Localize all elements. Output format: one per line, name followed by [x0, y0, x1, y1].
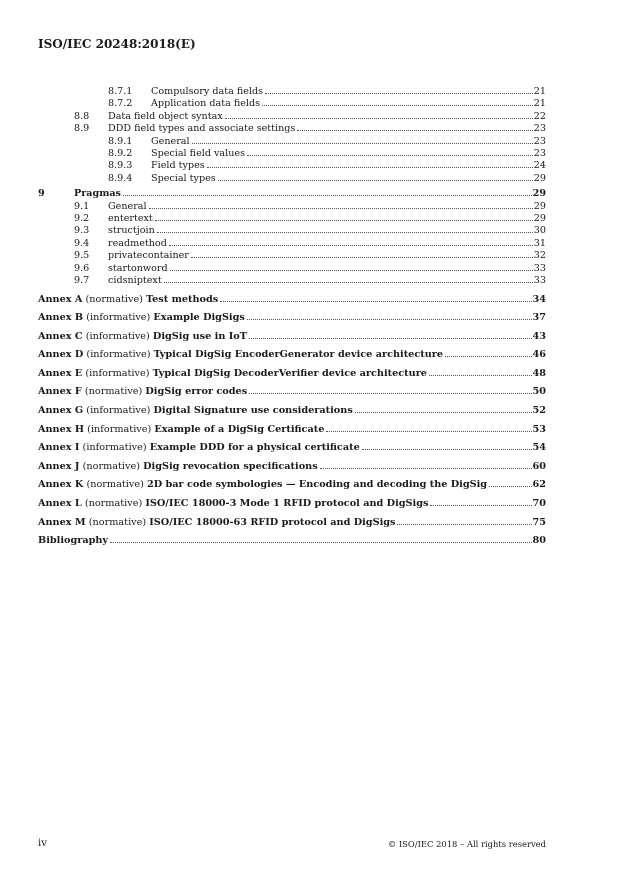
annex-kind: (normative)	[86, 479, 144, 491]
annex-kind: (informative)	[82, 442, 147, 454]
annex-title: Digital Signature use considerations	[153, 405, 353, 417]
annex-kind: (informative)	[85, 330, 150, 342]
leader-dots	[397, 524, 531, 525]
toc-page: 75	[532, 516, 546, 528]
toc-number: 8.9.2	[108, 148, 133, 160]
annex-label: Annex G	[38, 405, 84, 417]
leader-dots	[225, 118, 533, 119]
toc-page: 31	[533, 237, 546, 249]
toc-page: 53	[532, 423, 546, 435]
toc-number: 8.9.3	[108, 160, 133, 172]
annex-title: DigSig use in IoT	[152, 330, 247, 342]
annex-title: Example DDD for a physical certificate	[149, 442, 360, 454]
annex-title: Example DigSigs	[153, 312, 245, 324]
toc-number: 9.1	[74, 200, 90, 212]
toc-entry-8-9-2[interactable]	[38, 148, 546, 160]
toc-annex-b[interactable]	[38, 309, 546, 328]
toc-page: 37	[532, 312, 546, 324]
toc-annex-a[interactable]	[38, 291, 546, 310]
annex-label: Annex D	[38, 349, 84, 361]
leader-dots	[262, 105, 533, 106]
toc-title: Compulsory data fields	[151, 86, 264, 97]
leader-dots	[362, 449, 532, 450]
toc-number: 8.9.4	[108, 172, 133, 184]
leader-dots	[155, 220, 533, 221]
toc-page: 33	[533, 275, 546, 287]
toc-title: Data field object syntax	[108, 110, 223, 122]
toc-entry-9-4[interactable]	[38, 238, 546, 250]
annex-title: Typical DigSig DecoderVerifier device architecture	[152, 367, 427, 379]
toc-entry-8-9[interactable]	[38, 123, 546, 135]
leader-dots	[445, 356, 531, 357]
toc-page: 46	[532, 349, 546, 361]
toc-page: 80	[532, 535, 546, 547]
toc-page: 29	[533, 200, 546, 212]
toc-annex-j[interactable]	[38, 458, 546, 477]
toc-entry-9-2[interactable]	[38, 213, 546, 225]
leader-dots	[429, 375, 532, 376]
toc-page: 60	[532, 460, 546, 472]
toc-entry-9-5[interactable]	[38, 250, 546, 262]
toc-number: 8.7.2	[108, 98, 133, 110]
annex-title: DigSig error codes	[145, 386, 248, 398]
toc-page: 23	[533, 123, 546, 135]
annex-kind: (informative)	[87, 423, 152, 435]
leader-dots	[123, 195, 532, 196]
toc-page: 32	[533, 250, 546, 262]
toc-number: 9.5	[74, 250, 90, 262]
toc-page: 43	[532, 330, 546, 342]
toc-title: cidsniptext	[108, 275, 162, 287]
annex-title: Example of a DigSig Certificate	[154, 423, 325, 435]
annex-label: Annex A	[38, 293, 83, 305]
toc-page: 70	[532, 498, 546, 510]
toc-title: Special field values	[151, 148, 245, 160]
leader-dots	[110, 542, 531, 543]
toc-number: 8.8	[74, 110, 90, 122]
toc-annex-h[interactable]	[38, 421, 546, 440]
annex-title: Test methods	[146, 293, 219, 305]
annex-label: Annex L	[38, 498, 82, 510]
leader-dots	[249, 393, 531, 394]
toc-title: Special types	[151, 172, 216, 184]
annex-label: Annex M	[38, 516, 86, 528]
leader-dots	[247, 155, 533, 156]
annex-title: Typical DigSig EncoderGenerator device architecture	[153, 349, 444, 361]
leader-dots	[297, 130, 532, 131]
toc-annex-k[interactable]	[38, 476, 546, 495]
annex-kind: (informative)	[86, 312, 151, 324]
toc-entry-8-9-1[interactable]	[38, 136, 546, 148]
toc-title: General	[151, 135, 190, 147]
toc-entry-8-9-3[interactable]	[38, 160, 546, 172]
toc-number: 9.3	[74, 225, 90, 237]
annex-kind: (normative)	[82, 460, 141, 472]
toc-page: 23	[533, 135, 546, 147]
annex-title: ISO/IEC 18000-3 Mode 1 RFID protocol and DigSigs	[145, 498, 429, 510]
annex-kind: (informative)	[86, 349, 151, 361]
toc-title: DDD field types and associate settings	[108, 123, 296, 135]
leader-dots	[218, 180, 533, 181]
leader-dots	[265, 93, 533, 94]
toc-annex-i[interactable]	[38, 439, 546, 458]
leader-dots	[247, 319, 532, 320]
toc-page: 33	[533, 262, 546, 274]
annex-label: Annex I	[38, 442, 80, 454]
leader-dots	[249, 338, 532, 339]
toc-number: 9.7	[74, 275, 90, 287]
table-of-contents	[38, 86, 546, 551]
toc-page: 48	[532, 367, 546, 379]
toc-page: 21	[533, 98, 546, 110]
toc-entry-9-7[interactable]	[38, 275, 546, 287]
document-id-header: ISO/IEC 20248:2018(E)	[38, 37, 196, 51]
leader-dots	[170, 270, 533, 271]
toc-title: Application data fields	[151, 98, 261, 110]
bibliography-title: Bibliography	[38, 535, 109, 547]
toc-entry-8-8[interactable]	[38, 111, 546, 123]
toc-title: Pragmas	[74, 188, 121, 200]
toc-title: privatecontainer	[108, 250, 189, 262]
toc-annex-l[interactable]	[38, 495, 546, 514]
toc-page: 21	[533, 86, 546, 97]
toc-annex-m[interactable]	[38, 514, 546, 533]
toc-number: 8.9	[74, 123, 90, 135]
toc-entry-9-1[interactable]	[38, 201, 546, 213]
annex-kind: (informative)	[86, 405, 151, 417]
toc-annex-c[interactable]	[38, 328, 546, 347]
leader-dots	[355, 412, 532, 413]
annex-kind: (informative)	[85, 367, 150, 379]
toc-entry-8-7-2[interactable]	[38, 98, 546, 110]
leader-dots	[430, 505, 531, 506]
toc-page: 23	[533, 148, 546, 160]
toc-page: 52	[532, 405, 546, 417]
annex-label: Annex C	[38, 330, 83, 342]
toc-entry-8-7-1[interactable]	[38, 86, 546, 98]
annex-label: Annex E	[38, 367, 83, 379]
annex-label: Annex B	[38, 312, 84, 324]
toc-title: readmethod	[108, 237, 167, 249]
leader-dots	[220, 301, 531, 302]
toc-number: 9.2	[74, 213, 90, 225]
toc-entry-9[interactable]	[38, 188, 546, 200]
toc-title: entertext	[108, 213, 153, 225]
annex-kind: (normative)	[84, 386, 143, 398]
page-number: iv	[38, 838, 47, 849]
leader-dots	[191, 257, 533, 258]
toc-entry-8-9-4[interactable]	[38, 173, 546, 185]
toc-page: 30	[533, 225, 546, 237]
toc-annex-e[interactable]	[38, 365, 546, 384]
toc-number: 9.4	[74, 237, 90, 249]
toc-title: startonword	[108, 262, 168, 274]
annex-title: DigSig revocation specifications	[143, 460, 318, 472]
annex-kind: (normative)	[84, 498, 143, 510]
toc-title: Field types	[151, 160, 205, 172]
toc-page: 62	[532, 479, 546, 491]
leader-dots	[326, 431, 531, 432]
annex-kind: (normative)	[85, 293, 143, 305]
leader-dots	[320, 468, 532, 469]
annex-title: ISO/IEC 18000-63 RFID protocol and DigSigs	[149, 516, 396, 528]
toc-annex-f[interactable]	[38, 383, 546, 402]
toc-annex-d[interactable]	[38, 346, 546, 365]
leader-dots	[207, 167, 533, 168]
toc-page: 54	[532, 442, 546, 454]
toc-number: 9.6	[74, 262, 90, 274]
leader-dots	[149, 208, 533, 209]
annex-label: Annex J	[38, 460, 80, 472]
leader-dots	[164, 282, 533, 283]
toc-page: 24	[533, 160, 546, 172]
toc-page: 34	[532, 293, 546, 305]
toc-number: 8.9.1	[108, 135, 133, 147]
leader-dots	[489, 486, 531, 487]
toc-number: 8.7.1	[108, 86, 133, 97]
toc-entry-9-6[interactable]	[38, 263, 546, 275]
annex-label: Annex F	[38, 386, 82, 398]
annex-kind: (normative)	[88, 516, 147, 528]
toc-number: 9	[38, 188, 45, 200]
annex-title: 2D bar code symbologies — Encoding and decoding the DigSig	[146, 479, 488, 491]
toc-entry-9-3[interactable]	[38, 225, 546, 237]
toc-page: 22	[533, 110, 546, 122]
leader-dots	[157, 232, 533, 233]
leader-dots	[192, 143, 533, 144]
leader-dots	[169, 245, 533, 246]
annex-label: Annex H	[38, 423, 85, 435]
toc-page: 29	[533, 213, 546, 225]
toc-annex-g[interactable]	[38, 402, 546, 421]
copyright-notice: © ISO/IEC 2018 – All rights reserved	[387, 839, 546, 849]
toc-title: structjoin	[108, 225, 155, 237]
toc-page: 29	[533, 172, 546, 184]
toc-bibliography[interactable]	[38, 532, 546, 551]
toc-page: 29	[532, 188, 546, 200]
toc-title: General	[108, 200, 147, 212]
annex-label: Annex K	[38, 479, 84, 491]
toc-page: 50	[532, 386, 546, 398]
